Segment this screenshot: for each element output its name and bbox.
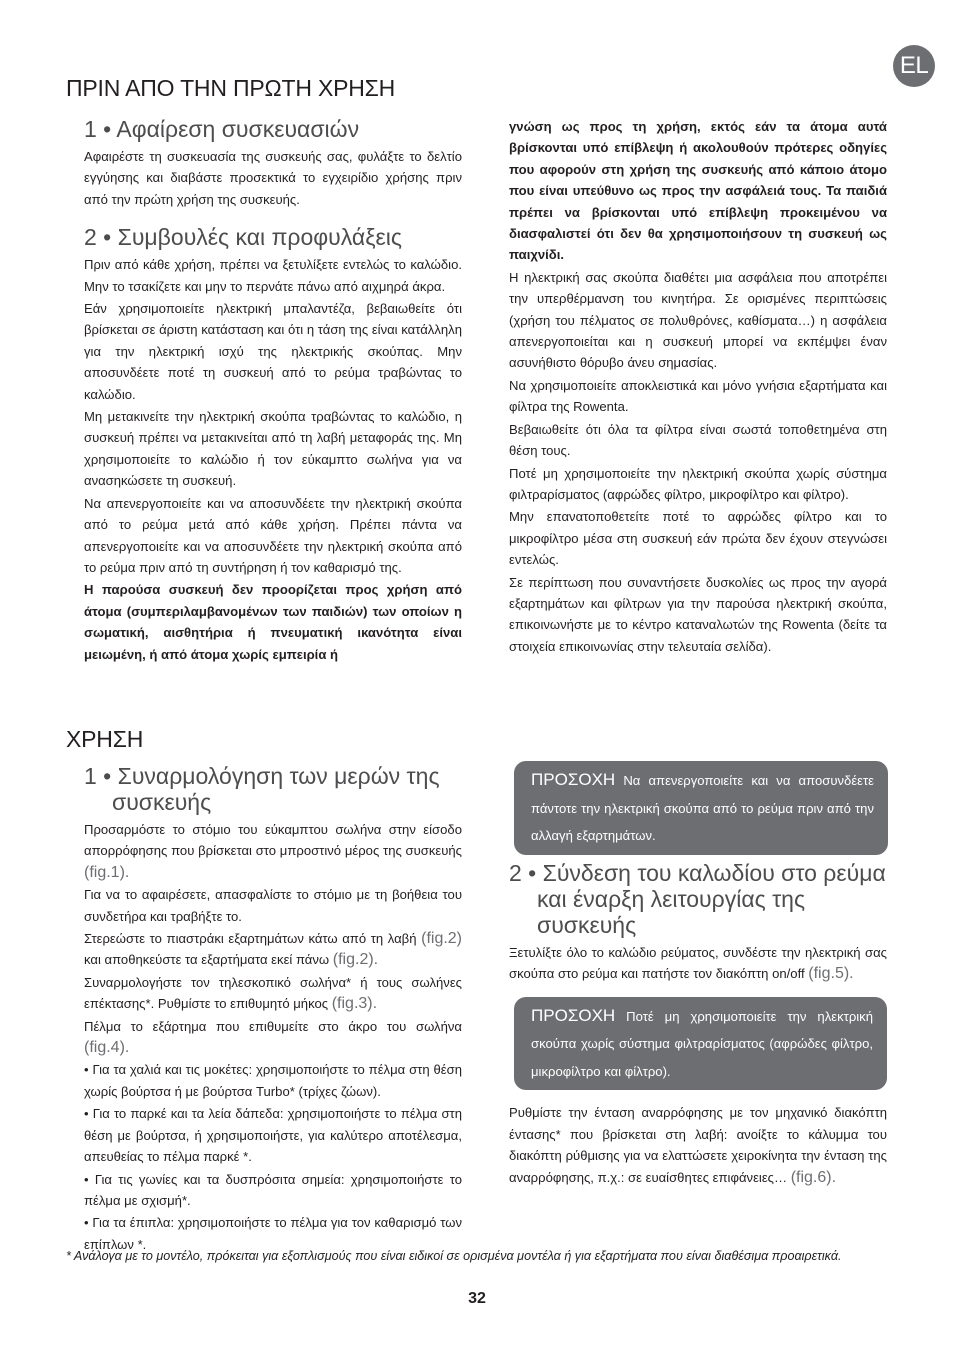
footnote: * Ανάλογα με το μοντέλο, πρόκειται για εξοπλισμούς που είναι ειδικοί σε ορισμένα μοντέλα ή για εξαρτήματα που είναι διαθέσιμα προαιρετικά. [66, 1249, 842, 1263]
warning-paragraph-continued: γνώση ως προς τη χρήση, εκτός εάν τα άτομα αυτά βρίσκονται υπό επίβλεψη ή ακολουθούν πρότερες οδηγίες που αφορούν στη χρήση της συσκευής από κάποιο άτομο που είναι υπεύθυνο ως προς την ασφάλειά τους. Τα παιδιά πρέπει να βρίσκονται υπό επίβλεψη προκειμένου να διασφαλιστεί ότι δεν θα χρησιμοποιήσουν τη συσκευή ως παιχνίδι. [509, 119, 887, 263]
paragraph: Πέλμα το εξάρτημα που επιθυμείτε στο άκρο του σωλήνα (fig.4). [84, 1018, 462, 1057]
paragraph: Σε περίπτωση που συναντήσετε δυσκολίες ως προς την αγορά εξαρτημάτων και φίλτρων για την παρούσα ηλεκτρική σκούπα, επικοινωνήστε με το κέντρο καταναλωτών της Rowenta (δείτε τα στοιχεία επικοινωνίας στην τελευταία σελίδα). [509, 574, 887, 654]
paragraph: Προσαρμόστε το στόμιο του εύκαμπτου σωλήνα στην είσοδο απορρόφησης που βρίσκεται στο μπροστινό μέρος της συσκευής (fig.1). [84, 822, 462, 881]
paragraph: Στερεώστε το πιαστράκι εξαρτημάτων κάτω από τη λαβή (fig.2) και αποθηκεύστε τα εξαρτήματα εκεί πάνω (fig.2). [84, 930, 463, 969]
caution-text: Ποτέ μη χρησιμοποιείτε την ηλεκτρική σκούπα χωρίς σύστημα φιλτραρίσματος (αφρώδες φίλτρο, μικροφίλτρο και φίλτρο). [531, 1008, 873, 1079]
heading-power-connection: 2 • Σύνδεση του καλωδίου στο ρεύμα και έναρξη λειτουργίας της συσκευής [509, 860, 886, 938]
paragraph: Η ηλεκτρική σας σκούπα διαθέτει μια ασφάλεια που αποτρέπει την υπερθέρμανση του κινητήρα. Σε ορισμένες περιπτώσεις (χρήση του πέλματος σε πολυθρόνες, καθίσματα…) η ασφάλεια απενεργοποιείται και η συσκευή μπορεί να εκπέμψει έναν ασυνήθιστο θόρυβο άνευ σημασίας. [509, 269, 887, 371]
paragraph: Πριν από κάθε χρήση, πρέπει να ξετυλίξετε εντελώς το καλώδιο. Μην το τσακίζετε και μην το περνάτε πάνω από αιχμηρά άκρα. [84, 257, 462, 294]
heading-tips-precautions: 2 • Συμβουλές και προφυλάξεις [84, 224, 402, 251]
figure-reference: (fig.6). [790, 1168, 837, 1186]
heading-remove-packaging: 1 • Αφαίρεση συσκευασιών [84, 116, 360, 142]
paragraph: Αφαιρέστε τη συσκευασία της συσκευής σας, φυλάξτε το δελτίο εγγύησης και διαβάστε προσεκτικά το εγχειρίδιο χρήσης πριν από την πρώτη χρήση της συσκευής. [84, 149, 462, 207]
right-column-bottom [514, 761, 888, 867]
caution-text: Να απενεργοποιείτε και να αποσυνδέετε πάντοτε την ηλεκτρική σκούπα από το ρεύμα πριν από την αλλαγή εξαρτημάτων. [531, 773, 875, 843]
paragraph: Ξετυλίξτε όλο το καλώδιο ρεύματος, συνδέστε την ηλεκτρική σας σκούπα στο ρεύμα και πατήστε τον διακόπτη on/off (fig.5). [509, 945, 887, 983]
paragraph: Βεβαιωθείτε ότι όλα τα φίλτρα είναι σωστά τοποθετημένα στη θέση τους. [509, 421, 887, 459]
heading-assembly: 1 • Συναρμολόγηση των μερών της συσκευής [84, 763, 440, 815]
left-column-top [84, 116, 462, 666]
paragraph: Ποτέ μη χρησιμοποιείτε την ηλεκτρική σκούπα χωρίς σύστημα φιλτραρίσματος (αφρώδες φίλτρο, μικροφίλτρο και φίλτρο). [509, 465, 887, 502]
language-badge: EL [893, 45, 935, 87]
figure-reference: (fig.5). [808, 965, 854, 983]
paragraph: Ρυθμίστε την ένταση αναρρόφησης με τον μηχανικό διακόπτη έντασης* που βρίσκεται στη λαβή: ανοίξτε το κάλυμμα του διακόπτη ρύθμισης για να ελαττώσετε χειροκίνητα την ένταση της αναρρόφησης, π.χ.: σε ευαίσθητες επιφάνειες… (fig.6). [509, 1105, 887, 1186]
figure-reference: (fig.2). [332, 951, 379, 969]
paragraph: Εάν χρησιμοποιείτε ηλεκτρική μπαλαντέζα, βεβαιωθείτε ότι βρίσκεται σε άριστη κατάσταση και ότι η τάση της είναι κατάλληλη για την ηλεκτρική ισχύ της ηλεκτρικής σκούπας. Μην αποσυνδέετε ποτέ τη συσκευή από το ρεύμα τραβώντας το καλώδιο. [84, 301, 462, 402]
bullet-item: • Για τις γωνίες και τα δυσπρόσιτα σημεία: χρησιμοποιήστε το πέλμα με σχισμή*. [84, 1171, 462, 1208]
section-title-use: ΧΡΗΣΗ [66, 726, 144, 752]
paragraph: Να απενεργοποιείτε και να αποσυνδέετε την ηλεκτρική σκούπα από το ρεύμα μετά από κάθε χρήση. Πρέπει πάντα να απενεργοποιείτε και να αποσυνδέετε την ηλεκτρική σκούπα από το ρεύμα πριν από τη συντήρηση ή τον καθαρισμό της. [84, 495, 462, 575]
section-title-before-first-use: ΠΡΙΝ ΑΠΟ ΤΗΝ ΠΡΩΤΗ ΧΡΗΣΗ [66, 75, 396, 101]
warning-paragraph: Η παρούσα συσκευή δεν προορίζεται προς χρήση από άτομα (συμπεριλαμβανομένων των παιδιών) των οποίων η σωματική, αισθητήρια ή πνευματική ικανότητα είναι μειωμένη, ή από άτομα χωρίς εμπειρία ή [84, 582, 462, 662]
caution-box-accessories [514, 761, 888, 855]
right-column-bottom-content [509, 860, 887, 1189]
paragraph: Μη μετακινείτε την ηλεκτρική σκούπα τραβώντας το καλώδιο, η συσκευή πρέπει να μετακινείται από τη λαβή μεταφοράς της. Μη χρησιμοποιείτε το καλώδιο ή τον εύκαμπτο σωλήνα για να ανασηκώσετε τη συσκευή. [84, 409, 462, 489]
paragraph: Συναρμολογήστε τον τηλεσκοπικό σωλήνα* ή τους σωλήνες επέκτασης*. Ρυθμίστε το επιθυμητό μήκος (fig.3). [84, 974, 462, 1013]
right-column-top [509, 116, 887, 658]
caution-label: ΠΡΟΣΟΧΗ [531, 1005, 616, 1025]
figure-reference: (fig.3). [331, 995, 378, 1013]
figure-reference: (fig.4). [84, 1039, 130, 1057]
paragraph: Για να το αφαιρέσετε, απασφαλίστε το στόμιο με τη βοήθεια του συνδετήρα και τραβήξτε το. [84, 887, 462, 924]
bullet-item: • Για τα χαλιά και τις μοκέτες: χρησιμοποιήστε το πέλμα στη θέση χωρίς βούρτσα ή με βούρτσα Turbo* (τρίχες ζώων). [84, 1062, 462, 1099]
figure-reference: (fig.1). [84, 863, 130, 881]
figure-reference: (fig.2) [421, 930, 463, 948]
paragraph: Να χρησιμοποιείτε αποκλειστικά και μόνο γνήσια εξαρτήματα και φίλτρα της Rowenta. [509, 377, 887, 415]
paragraph: Μην επανατοποθετείτε ποτέ το αφρώδες φίλτρο και το μικροφίλτρο μέσα στη συσκευή εάν πρώτα δεν έχουν στεγνώσει εντελώς. [509, 509, 887, 568]
bullet-item: • Για τα έπιπλα: χρησιμοποιήστε το πέλμα για τον καθαρισμό των επίπλων *. [84, 1215, 462, 1252]
bullet-item: • Για το παρκέ και τα λεία δάπεδα: χρησιμοποιήστε το πέλμα στη θέση με βούρτσα, ή χρησιμοποιήστε, για καλύτερο αποτέλεσμα, απευθείας το πέλμα παρκέ *. [84, 1106, 462, 1165]
left-column-bottom [84, 763, 462, 1256]
caution-label: ΠΡΟΣΟΧΗ [531, 770, 616, 789]
page-number: 32 [468, 1290, 486, 1307]
caution-box-filters [514, 997, 887, 1091]
